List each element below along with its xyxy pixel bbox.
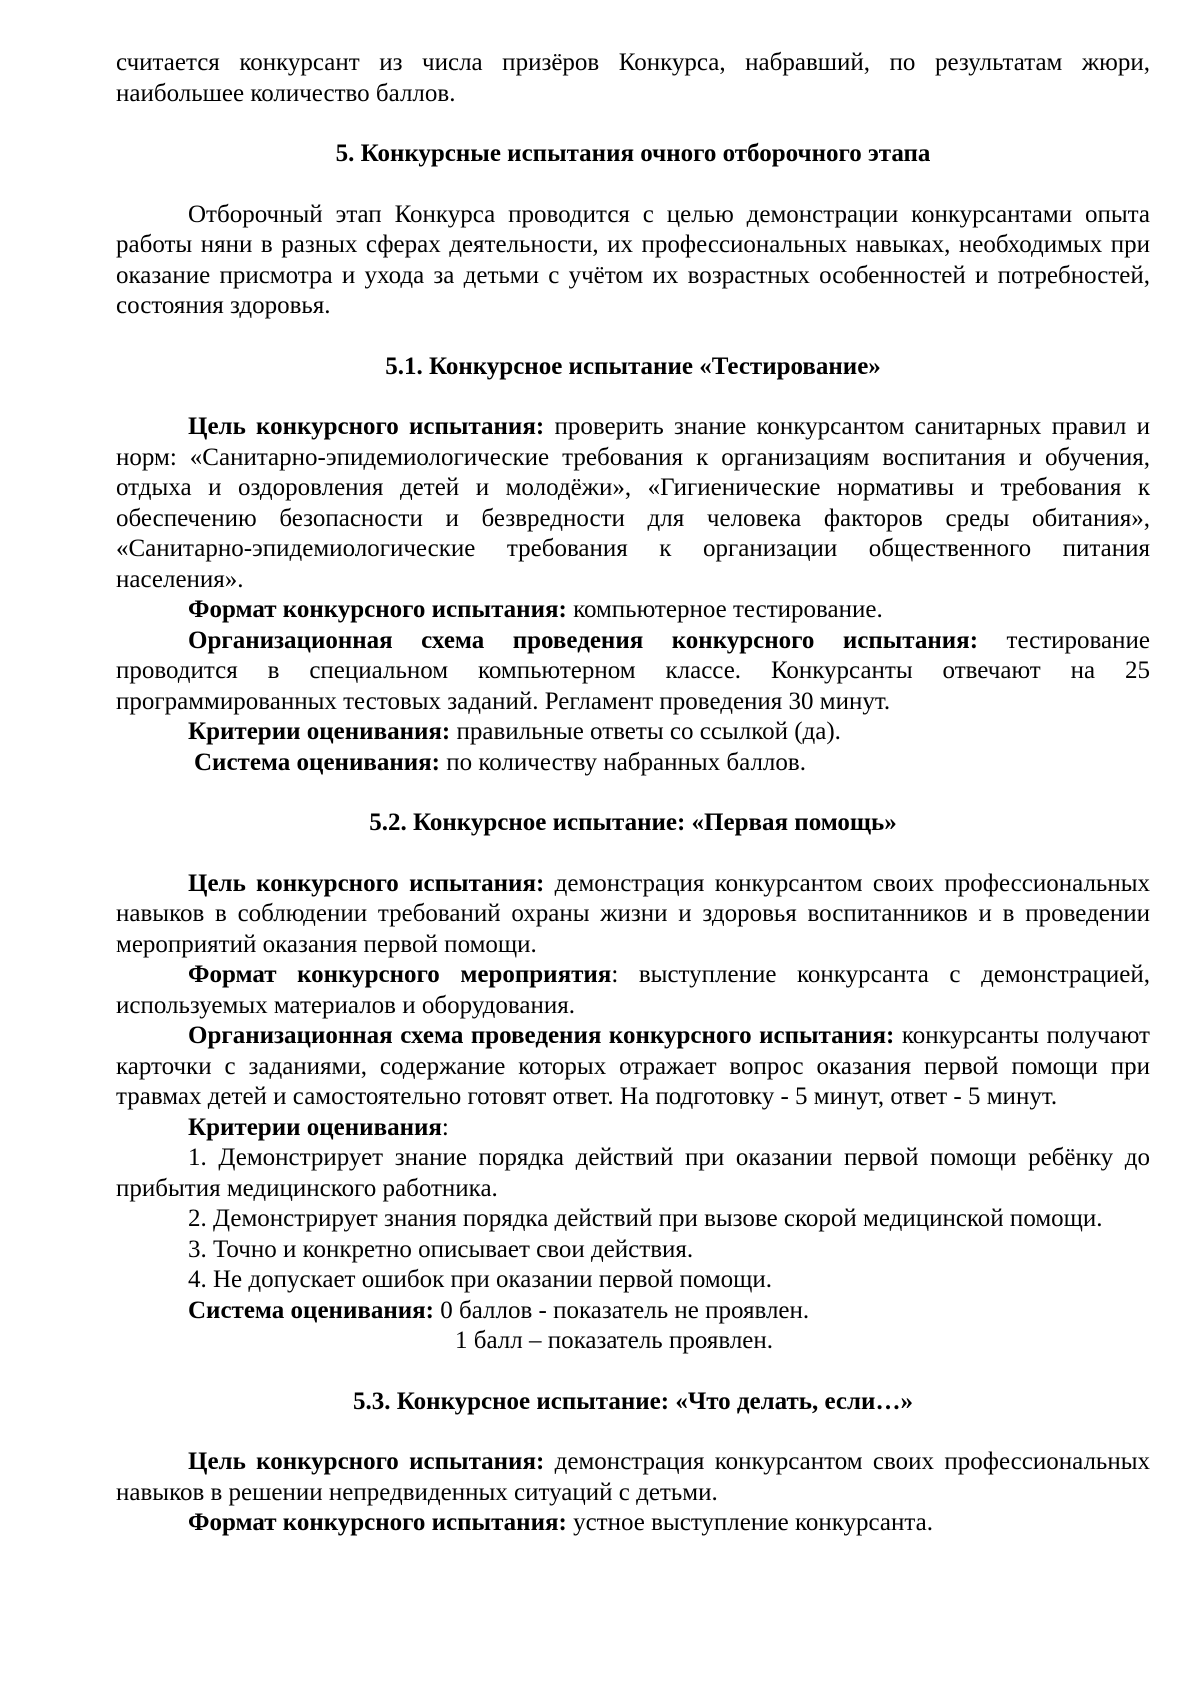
format-text: устное выступление конкурсанта. <box>566 1509 933 1536</box>
section-5-2-system-line-2: 1 балл – показатель проявлен. <box>455 1327 774 1354</box>
format-label: Формат конкурсного испытания: <box>188 596 567 623</box>
section-5-paragraph: Отборочный этап Конкурса проводится с целью демонстрации конкурсантами опыта работы няни в разных сферах деятельности, их профессиональных навыках, необходимых при оказание присмотра и ухода за детьми с учётом их возрастных особенностей и потребностей, состояния здоровья. <box>116 200 1150 319</box>
organization-label: Организационная схема проведения конкурсного испытания: <box>188 1022 895 1049</box>
criteria-label: Критерии оценивания <box>188 1113 442 1141</box>
section-5-2-format <box>116 960 1150 1021</box>
document-page <box>116 48 1150 1539</box>
system-label: Система оценивания: <box>194 748 441 776</box>
section-5-1-heading: 5.1. Конкурсное испытание «Тестирование» <box>385 352 881 380</box>
section-5-2-criteria <box>116 1113 1150 1144</box>
format-label: Формат конкурсного испытания: <box>188 1509 567 1536</box>
organization-label: Организационная схема проведения конкурсного испытания: <box>188 626 979 654</box>
organization-text: конкурсанты получают карточки с заданиями, содержание которых отражает вопрос оказания первой помощи при травмах детей и самостоятельно готовят ответ. На подготовку - 5 минут, ответ - 5 минут. <box>116 1022 1150 1110</box>
criteria-item: 1. Демонстрирует знание порядка действий при оказании первой помощи ребёнку до прибытия медицинского работника. <box>116 1144 1150 1202</box>
section-5-3-heading: 5.3. Конкурсное испытание: «Что делать, если…» <box>353 1387 913 1415</box>
criteria-text: правильные ответы со ссылкой (да). <box>450 718 841 745</box>
system-label: Система оценивания: <box>188 1296 435 1324</box>
goal-text: демонстрация конкурсантом своих профессиональных навыков в соблюдении требований охраны жизни и здоровья воспитанников и в проведении мероприятий оказания первой помощи. <box>116 869 1150 958</box>
goal-label: Цель конкурсного испытания: <box>188 1448 545 1475</box>
intro-paragraph: считается конкурсант из числа призёров Конкурса, набравший, по результатам жюри, наибольшее количество баллов. <box>116 49 1150 107</box>
section-5-1-goal <box>116 412 1150 595</box>
section-5-2-heading: 5.2. Конкурсное испытание: «Первая помощь» <box>369 809 897 836</box>
criteria-colon: : <box>441 1113 449 1141</box>
section-5-1-system <box>116 748 1150 779</box>
section-5-1-format <box>116 595 1150 626</box>
goal-label: Цель конкурсного испытания: <box>188 869 545 897</box>
section-5-3-format <box>116 1508 1150 1539</box>
criteria-item: 2. Демонстрирует знания порядка действий при вызове скорой медицинской помощи. <box>188 1205 1103 1232</box>
section-5-1-organization <box>116 626 1150 718</box>
format-label: Формат конкурсного мероприятия <box>188 961 612 988</box>
goal-text: демонстрация конкурсантом своих профессиональных навыков в решении непредвиденных ситуаций с детьми. <box>116 1448 1150 1506</box>
section-5-1-criteria <box>116 717 1150 748</box>
organization-text: тестирование проводится в специальном компьютерном классе. Конкурсанты отвечают на 25 программированных тестовых заданий. Регламент проведения 30 минут. <box>116 626 1150 715</box>
section-5-2-organization <box>116 1021 1150 1113</box>
section-5-3-goal <box>116 1447 1150 1508</box>
format-text: компьютерное тестирование. <box>566 596 883 623</box>
goal-text: проверить знание конкурсантом санитарных правил и норм: «Санитарно-эпидемиологические требования к организациям воспитания и обучения, отдыха и оздоровления детей и молодёжи», «Гигиенические нормативы и требования к обеспечению безопасности и безвредности для человека факторов среды обитания», «Санитарно-эпидемиологические требования к организации общественного питания населения». <box>116 413 1150 593</box>
section-5-heading: 5. Конкурсные испытания очного отборочного этапа <box>335 140 931 167</box>
system-text: 0 баллов - показатель не проявлен. <box>434 1296 810 1324</box>
section-5-2-goal <box>116 869 1150 961</box>
section-5-2-system <box>116 1296 1150 1327</box>
goal-label: Цель конкурсного испытания: <box>188 413 545 440</box>
system-text: по количеству набранных баллов. <box>440 748 806 776</box>
criteria-label: Критерии оценивания: <box>188 718 451 745</box>
criteria-item: 4. Не допускает ошибок при оказании первой помощи. <box>188 1266 773 1293</box>
criteria-item: 3. Точно и конкретно описывает свои действия. <box>188 1235 694 1263</box>
format-text: : выступление конкурсанта с демонстрацией, используемых материалов и оборудования. <box>116 961 1150 1019</box>
